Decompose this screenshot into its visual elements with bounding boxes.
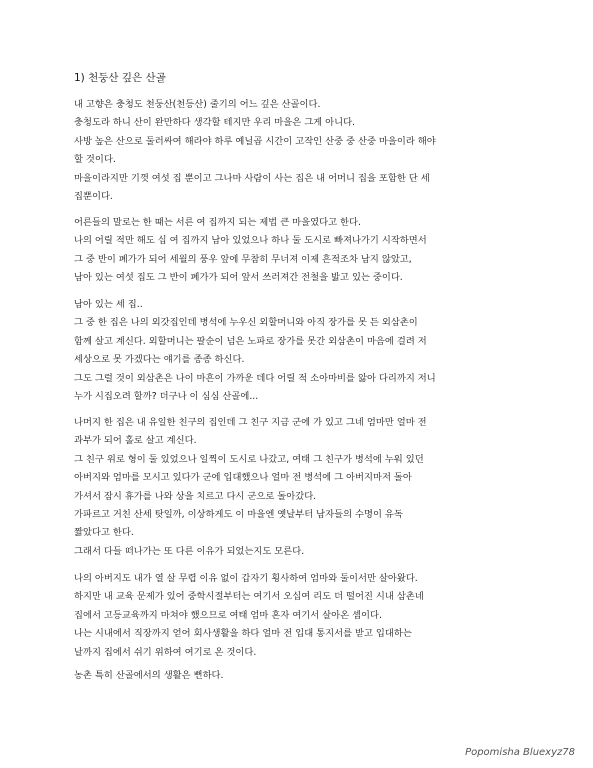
section-heading: 1) 천둥산 깊은 산골 (74, 72, 166, 84)
paragraph-line: 가셔서 잠시 휴가를 나와 상을 치르고 다시 군으로 돌아갔다. (74, 490, 317, 502)
paragraph-line: 그 친구 위로 형이 둘 있었으나 일찍이 도시로 나갔고, 여태 그 친구가 병석에 누워 있던 (74, 453, 424, 465)
paragraph-line: 그 중 반이 폐가가 되어 세월의 풍우 앞에 무참히 무너져 이제 흔적조차 남지 않았고, (74, 253, 412, 265)
paragraph-1 (74, 96, 544, 206)
paragraph-line: 누가 시집오려 할까? 더구나 이 심심 산골에... (74, 391, 259, 403)
paragraph-line: 세상으로 못 가겠다는 얘기를 종종 하신다. (74, 354, 245, 366)
paragraph-line: 할 것이다. (74, 154, 116, 166)
paragraph-line: 그래서 다들 떠나가는 또 다른 이유가 되었는지도 모른다. (74, 545, 305, 557)
paragraph-line: 집에서 고등교육까지 마쳐야 했으므로 여태 엄마 혼자 여기서 살아온 셈이다. (74, 609, 382, 621)
paragraph-line: 남아 있는 세 집.. (74, 299, 143, 310)
paragraph-line: 사방 높은 산으로 둘러싸여 해라야 하루 예닐곱 시간이 고작인 산중 중 산중 마을이라 해야 (74, 135, 436, 147)
paragraph-line: 마을이라지만 기껏 여섯 집 뿐이고 그나마 사람이 사는 집은 내 어머니 집을 포함한 단 세 (74, 172, 430, 184)
paragraph-line: 나머지 한 집은 내 유일한 친구의 집인데 그 친구 지금 군에 가 있고 그네 엄마만 얼마 전 (74, 417, 427, 428)
paragraph-line: 나의 어릴 적만 해도 십 여 집까지 남아 있었으나 하나 둘 도시로 빠져나가기 시작하면서 (74, 235, 427, 247)
paragraph-line: 어른들의 말로는 한 때는 서른 여 집까지 되는 제법 큰 마을였다고 한다. (74, 217, 361, 228)
paragraph-line: 가파르고 거친 산세 탓일까, 이상하게도 이 마을엔 옛날부터 남자들의 수명이 유독 (74, 509, 403, 521)
footer-credit: Popomisha Bluexyz78 (465, 747, 575, 758)
paragraph-5 (74, 570, 544, 662)
paragraph-line: 집뿐이다. (74, 191, 113, 203)
paragraph-line: 나는 시내에서 직장까지 얻어 회사생활을 하다 얼마 전 입대 통지서를 받고 입대하는 (74, 628, 412, 640)
paragraph-line: 남아 있는 여섯 집도 그 반이 폐가가 되어 앞서 쓰러져간 전철을 밟고 있는 중이다. (74, 272, 403, 284)
paragraph-line: 하지만 내 교육 문제가 있어 중학시절부터는 여기서 오십여 리도 더 떨어진 시내 삼촌네 (74, 591, 424, 603)
paragraph-line: 짧았다고 한다. (74, 527, 134, 539)
paragraph-4 (74, 414, 544, 561)
paragraph-line: 내 고향은 충청도 천둥산(천등산) 줄기의 어느 깊은 산골이다. (74, 99, 321, 110)
paragraph-line: 함께 살고 계신다. 외할머니는 팔순이 넘은 노파로 장가를 못간 외삼촌이 마음에 걸려 저 (74, 335, 427, 347)
paragraph-6 (74, 667, 544, 685)
paragraph-line: 그 중 한 집은 나의 외갓집인데 병석에 누우신 외할머니와 아직 장가를 못 든 외삼촌이 (74, 317, 418, 329)
paragraph-line: 농촌 특히 산골에서의 생활은 뻔하다. (74, 670, 224, 681)
paragraph-2 (74, 214, 544, 288)
paragraph-3 (74, 296, 544, 406)
paragraph-line: 과부가 되어 홀로 살고 계신다. (74, 435, 197, 447)
paragraph-line: 충청도라 하니 산이 완만하다 생각할 테지만 우리 마을은 그게 아니다. (74, 117, 356, 129)
paragraph-line: 날까지 집에서 쉬기 위하여 여기로 온 것이다. (74, 646, 257, 658)
paragraph-line: 아버지와 엄마를 모시고 있다가 군에 입대했으나 얼마 전 병석에 그 아버지마저 돌아 (74, 472, 412, 484)
paragraph-line: 그도 그럴 것이 외삼촌은 나이 마흔이 가까운 데다 어릴 적 소아마비를 앓아 다리까지 저니 (74, 372, 436, 384)
paragraph-line: 나의 아버지도 내가 열 살 무렵 이유 없이 갑자기 횡사하여 엄마와 둘이서만 살아왔다. (74, 573, 418, 584)
